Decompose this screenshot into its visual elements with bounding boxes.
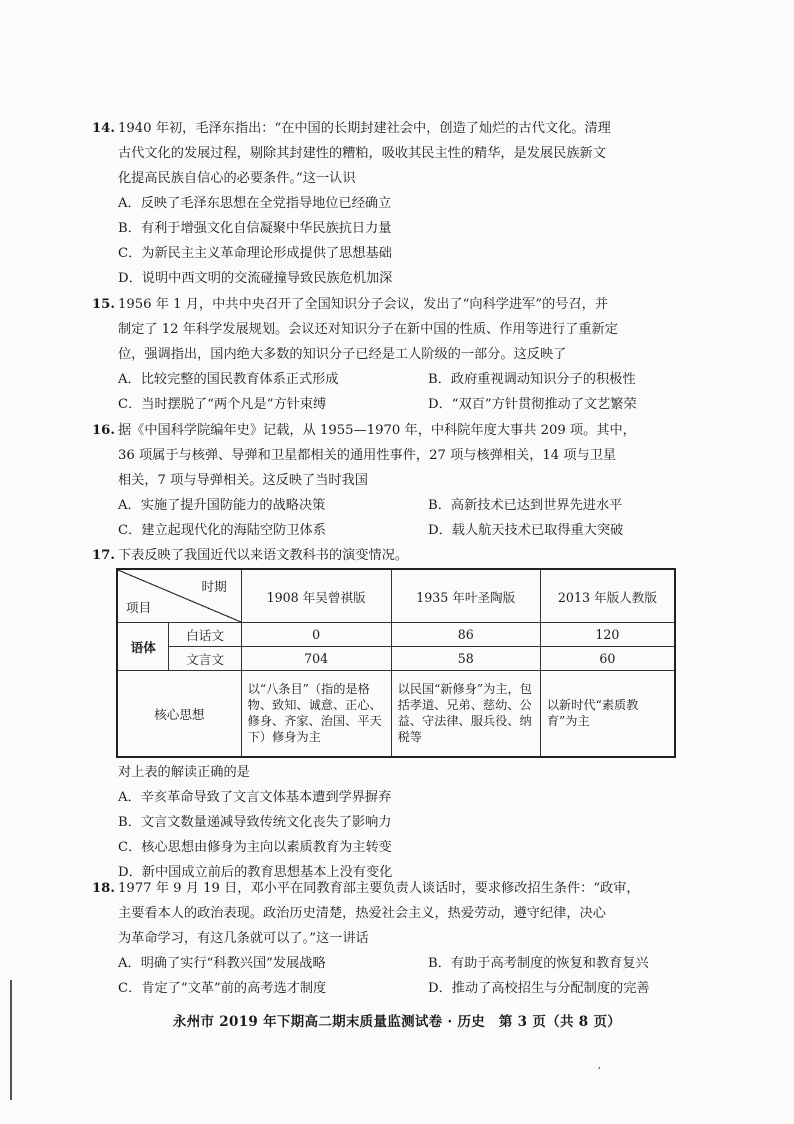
question-text-line: 相关，7 项与导弹相关。这反映了当时我国 (118, 473, 368, 488)
row-label: 文言文 (169, 647, 241, 671)
option-d: D．“双百”方针贯彻推动了文艺繁荣 (428, 397, 637, 412)
option-a: A．实施了提升国防能力的战略决策 (118, 498, 326, 513)
table-cell: 86 (391, 623, 540, 647)
page-footer: 永州市 2019 年下期高二期末质量监测试卷 · 历史 第 3 页（共 8 页） (172, 1014, 622, 1030)
option-a: A．辛亥革命导致了文言文体基本遭到学界摒弃 (118, 790, 392, 805)
corner-label-period: 时期 (201, 579, 227, 594)
option-c: C．建立起现代化的海陆空防卫体系 (118, 523, 326, 538)
question-number: 15. (92, 297, 115, 312)
stray-mark: ′ (598, 1065, 601, 1079)
row-label: 白话文 (169, 623, 241, 647)
question-text-line: 位，强调指出，国内绝大多数的知识分子已经是工人阶级的一部分。这反映了 (118, 347, 567, 362)
question-text-line: 制定了 12 年科学发展规划。会议还对知识分子在新中国的性质、作用等进行了重新定 (118, 322, 618, 337)
question-number: 14. (92, 121, 115, 136)
question-text-line: 为革命学习，有这几条就可以了。”这一讲话 (118, 931, 369, 946)
table-cell: 704 (241, 647, 391, 671)
question-16 (92, 418, 678, 543)
table-cell: 以新时代“素质教育”为主 (540, 671, 675, 757)
table-cell: 58 (391, 647, 540, 671)
question-text-line: 古代文化的发展过程，剔除其封建性的糟粕，吸收其民主性的精华，是发展民族新文 (118, 146, 606, 161)
option-row (118, 976, 678, 1001)
question-14 (92, 116, 678, 291)
option-b: B．文言文数量递减导致传统文化丧失了影响力 (118, 815, 392, 830)
table-cell: 0 (241, 623, 391, 647)
table-cell: 以“八条目”（指的是格物、致知、诚意、正心、修身、齐家、治国、平天下）修身为主 (241, 671, 391, 757)
row-label: 核心思想 (117, 671, 241, 757)
question-text-line: 下表反映了我国近代以来语文教科书的演变情况。 (118, 548, 409, 563)
option-c: C．为新民主主义革命理论形成提供了思想基础 (118, 246, 392, 261)
question-15 (92, 292, 678, 417)
option-a: A．比较完整的国民教育体系正式形成 (118, 372, 339, 387)
table-corner-header (117, 569, 241, 623)
option-d: D．说明中西文明的交流碰撞导致民族危机加深 (118, 271, 393, 286)
question-17-prompt (118, 760, 678, 885)
option-b: B．政府重视调动知识分子的积极性 (428, 372, 636, 387)
corner-label-item: 项目 (126, 600, 152, 615)
question-text-line: 1956 年 1 月，中共中央召开了全国知识分子会议，发出了“向科学进军”的号召，并 (118, 297, 609, 312)
question-number: 16. (92, 423, 115, 438)
row-group-label: 语体 (117, 623, 169, 671)
question-text-line: 对上表的解读正确的是 (118, 765, 250, 780)
column-header: 1908 年吴曾祺版 (241, 569, 391, 623)
table-cell: 以民国“新修身”为主，包括孝道、兄弟、慈幼、公益、守法律、服兵役、纳税等 (391, 671, 540, 757)
question-18 (92, 876, 678, 1001)
option-a: A．明确了实行“科教兴国”发展战略 (118, 956, 326, 971)
table-cell: 120 (540, 623, 675, 647)
option-d: D．载人航天技术已取得重大突破 (428, 523, 624, 538)
question-text-line: 1977 年 9 月 19 日，邓小平在同教育部主要负责人谈话时，要求修改招生条件：“政审， (118, 881, 640, 896)
option-row (118, 951, 678, 976)
option-c: C．肯定了“文革”前的高考选才制度 (118, 981, 327, 996)
option-c: C．当时摆脱了“两个凡是”方针束缚 (118, 397, 327, 412)
option-d: D．推动了高校招生与分配制度的完善 (428, 981, 650, 996)
option-row (118, 493, 678, 518)
option-b: B．有利于增强文化自信凝聚中华民族抗日力量 (118, 221, 392, 236)
question-text-line: 主要看本人的政治表现。政治历史清楚，热爱社会主义，热爱劳动，遵守纪律，决心 (118, 906, 606, 921)
option-row (118, 392, 678, 417)
option-b: B．有助于高考制度的恢复和教育复兴 (428, 956, 649, 971)
option-row (118, 367, 678, 392)
option-d: D．新中国成立前后的教育思想基本上没有变化 (118, 865, 393, 880)
question-text-line: 36 项属于与核弹、导弹和卫星都相关的通用性事件，27 项与核弹相关，14 项与卫星 (118, 448, 617, 463)
question-text-line: 1940 年初，毛泽东指出：“在中国的长期封建社会中，创造了灿烂的古代文化。清理 (118, 121, 611, 136)
option-row (118, 518, 678, 543)
question-17 (92, 543, 678, 568)
scan-edge-shadow (10, 980, 12, 1100)
textbook-evolution-table (116, 568, 676, 758)
option-b: B．高新技术已达到世界先进水平 (428, 498, 623, 513)
column-header: 2013 年版人教版 (540, 569, 675, 623)
question-number: 18. (92, 881, 115, 896)
option-c: C．核心思想由修身为主向以素质教育为主转变 (118, 840, 392, 855)
question-text-line: 化提高民族自信心的必要条件。”这一认识 (118, 171, 356, 186)
column-header: 1935 年叶圣陶版 (391, 569, 540, 623)
table-cell: 60 (540, 647, 675, 671)
question-number: 17. (92, 548, 115, 563)
question-text-line: 据《中国科学院编年史》记载，从 1955—1970 年，中科院年度大事共 209 项。其中， (118, 423, 636, 438)
option-a: A．反映了毛泽东思想在全党指导地位已经确立 (118, 196, 392, 211)
